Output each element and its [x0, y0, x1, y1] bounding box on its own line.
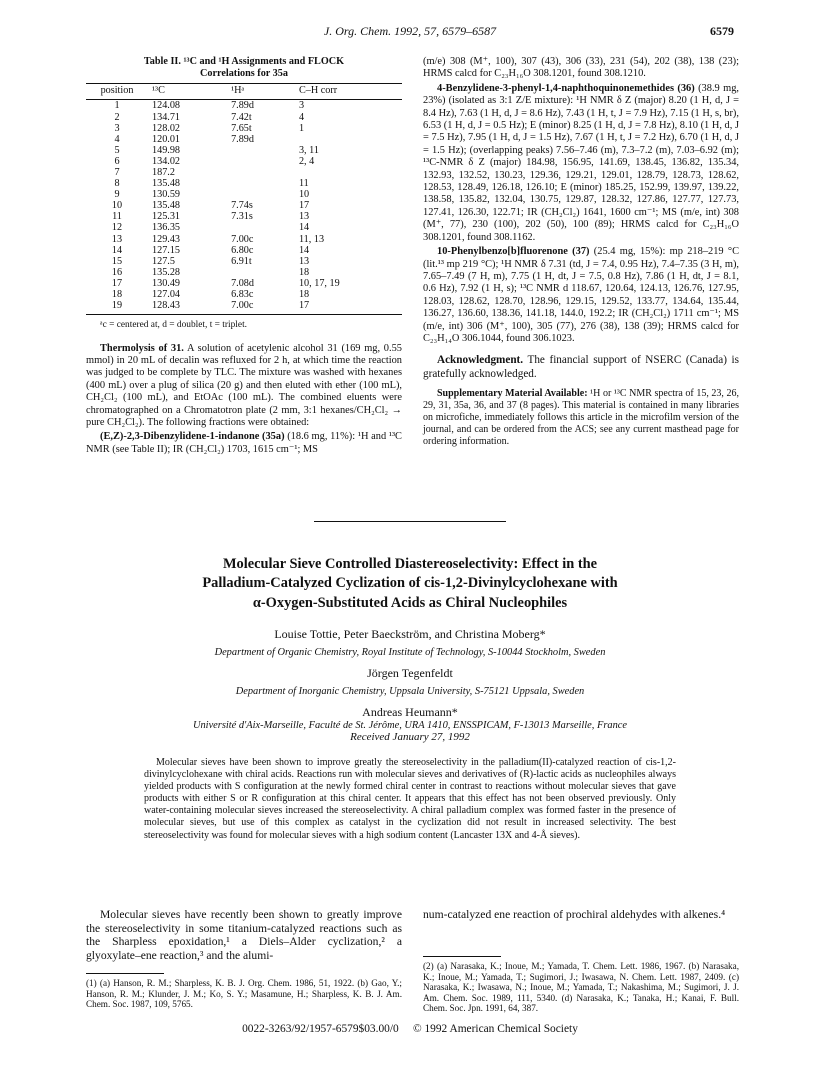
compound-35a-text: (18.6 mg, 11%): ¹H and ¹³C NMR (see Table II); IR (CH₂Cl₂) 1703, 1615 cm⁻¹; MS [86, 431, 402, 455]
abstract: Molecular sieves have been shown to improve greatly the stereoselectivity in the palladium(II)-catalyzed reaction of cis-1,2-divinylcyclohexane with chiral acids. Reactions run with molecular sieves and derivatives of (R)-lactic acids as nucleophiles always yielded products with S configuration at the newly formed chiral center in contrast to reactions without molecular sieves that gave products with either S or R configuration at this chiral center. It appears that this effect has not been observed previously. Only water-containing molecular sieves increased the stereoselectivity. A chiral palladium complex was formed faster in the presence of molecular sieves, but use of this complex as catalyst in the cyclization did not result in increased selectivity. The best stereoselectivity was found for molecular sieves with a high sodium content (Lancaster 13X and 4-Å sieves). [144, 757, 676, 841]
table-row [86, 289, 402, 300]
cell-pos: 3 [114, 122, 120, 134]
cell-c13: 127.5 [152, 255, 175, 267]
footer-copyright: © 1992 American Chemical Society [412, 1023, 578, 1035]
cell-c13: 135.48 [152, 178, 181, 190]
acknowledgment-paragraph [423, 354, 739, 381]
cell-pos: 4 [114, 133, 120, 145]
compound-36-paragraph [423, 83, 739, 244]
running-header [86, 24, 734, 40]
cell-h1: 7.42t [231, 111, 252, 123]
compound-36-text: (38.9 mg, 23%) (isolated as 3:1 Z/E mixture): ¹H NMR δ Z (major) 8.20 (1 H, d, J = 8.4 Hz), 7.63 (1 H, d, J = 8.6 Hz), 7.43 (1 H, t, J = 7.9 Hz), 7.15 (1 H, s, br), 6.53 (1 H, d, J = 0.5 Hz); E (minor) 8.25 (1 H, d, J = 7.8 Hz), 8.10 (1 H, d, J = 7.5 Hz), 7.95 (1 H, d, J = 1.5 Hz), 7.67 (1 H, t, J = 7.2 Hz), 6.70 (1 H, d, J = 1.5 Hz); (overlapping peaks) 7.56–7.46 (m), 7.3–7.2 (m), 7.03–6.92 (m); ¹³C-NMR δ Z (major) 184.98, 156.95, 141.69, 138.45, 136.82, 135.34, 132.93, 132.52, 130.23, 129.36, 129.21, 129.01, 128.79, 128.73, 128.62, 128.53, 128.49, 126.18, 126.10; E (minor) 185.25, 152.99, 139.97, 139.22, 138.58, 135.82, 132.04, 130.75, 129.87, 128.32, 127.86, 127.77, 127.73, 127.41, 126.30, 122.71; IR (CH₂Cl₂) 1641, 1600 cm⁻¹; MS (m/e, int) 308 (M⁺, 77), 230 (100), 202 (50), 100 (89); HRMS calcd for C₂₃H₁₆O 308.1201, found 308.1162. [423, 82, 740, 243]
cell-corr: 2, 4 [298, 155, 315, 167]
compound-36-heading: 4-Benzylidene-3-phenyl-1,4-naphthoquinonemethides (36) [437, 82, 695, 94]
cell-h1: 7.31s [231, 211, 253, 223]
cell-h1 [227, 178, 295, 189]
article-separator-rule [314, 521, 506, 522]
footnote-1: (1) (a) Hanson, R. M.; Sharpless, K. B. J. Org. Chem. 1986, 51, 1922. (b) Gao, Y.; Hanson, R. M.; Klunder, J. M.; Ko, S. Y.; Masamune, H.; Sharpless, K. B. J. Am. Chem. Soc. 1987, 109, 5765. [86, 978, 402, 1010]
footer-code: 0022-3263/92/1957-6579$03.00/0 [242, 1023, 399, 1035]
table-row [86, 156, 402, 167]
cell-c13: 136.35 [152, 222, 181, 234]
supplementary-text: ¹H or ¹³C NMR spectra of 15, 23, 26, 29, 31, 35a, 36, and 37 (8 pages). This material is contained in many libraries on microfiche, immediately follows this article in the microfilm version of the journal, and can be ordered from the ACS; see any current masthead page for ordering information. [423, 388, 739, 448]
cell-h1: 6.83c [231, 289, 254, 300]
cell-pos: 9 [114, 189, 120, 201]
cell-pos: 7 [114, 166, 120, 178]
thermolysis-text: A solution of acetylenic alcohol 31 (169 mg, 0.55 mmol) in 20 mL of decalin was refluxed for 2 h, at which time the reaction was judged to be complete by TLC. The mixture was washed with hexanes (400 mL) over a plug of silica (20 g) and then eluted with ether (100 mL), CH₂Cl₂ (100 mL), and EtOAc (100 mL). The combined eluents were chromatographed on a Chromatotron plate (2 mm, 3:1 hexanes/CH₂Cl₂ → pure CH₂Cl₂). The following fractions were obtained: [86, 342, 402, 429]
table-row [86, 189, 402, 200]
affiliation-1: Department of Organic Chemistry, Royal Institute of Technology, S-10044 Stockholm, Sweden [214, 647, 606, 658]
table-header-row [86, 84, 402, 100]
cell-pos: 6 [114, 155, 120, 167]
cell-pos: 8 [114, 178, 120, 190]
compound-37-text: (25.4 mg, 15%): mp 218–219 °C (lit.¹³ mp 219 °C); ¹H NMR δ 7.31 (td, J = 7.4, 0.95 Hz), 7.4–7.35 (3 H, m), 7.65–7.49 (7 H, m), 7.75 (1 H, dt, J = 7.5, 0.8 Hz), 7.86 (1 H, dt, J = 8.1, 0.6 Hz), 7.92 (1 H, s); ¹³C NMR d 118.67, 120.64, 124.13, 126.76, 127.95, 128.03, 128.62, 128.70, 128.96, 129.15, 129.52, 133.77, 134.64, 135.44, 136.27, 136.60, 138.36, 141.18, 144.0, 192.2; IR (CH₂Cl₂) 1711 cm⁻¹; MS (m/e, int) 306 (M⁺, 100), 305 (77), 276 (38), 138 (39); HRMS calcd for C₂₃H₁₄O 306.1044, found 306.1023. [423, 246, 739, 344]
cell-c13: 128.02 [152, 122, 181, 134]
cell-c13: 134.02 [152, 155, 181, 167]
compound-37-paragraph [423, 246, 739, 345]
cell-pos: 2 [114, 111, 120, 123]
cell-h1: 7.89d [231, 133, 254, 145]
table-row [86, 178, 402, 189]
table-row [86, 245, 402, 256]
authors-group-2: Jörgen Tegenfeldt [367, 666, 453, 680]
cell-corr: 18 [298, 289, 310, 300]
cell-corr [295, 134, 402, 145]
cell-corr: 18 [298, 266, 310, 278]
cell-corr: 11, 13 [298, 233, 325, 245]
cell-corr: 14 [298, 244, 310, 256]
thermolysis-paragraph [86, 343, 402, 430]
intro-left: Molecular sieves have recently been shown to greatly improve the stereoselectivity in some titanium-catalyzed reactions such as the Sharpless epoxidation,¹ a Diels–Alder cyclization,² a glyoxylate–ene reaction,³ and the alumi- [86, 908, 402, 962]
cell-h1 [227, 156, 295, 167]
table-row [86, 234, 402, 245]
cell-corr: 17 [298, 200, 310, 212]
cell-c13: 149.98 [152, 144, 181, 156]
ms-continuation: (m/e) 308 (M⁺, 100), 307 (43), 306 (33), 231 (54), 202 (38), 138 (23); HRMS calcd for C₂₃H₁₆O 308.1201, found 308.1210. [423, 56, 739, 80]
cell-h1: 7.65t [231, 122, 252, 134]
cell-corr: 11 [298, 178, 309, 190]
table-row [86, 134, 402, 145]
cell-corr: 17 [295, 300, 402, 315]
cell-h1: 6.80c [231, 244, 254, 256]
cell-corr: 4 [298, 111, 305, 123]
table-caption-line2: Correlations for 35a [200, 68, 288, 79]
table-caption-line1: Table II. ¹³C and ¹H Assignments and FLOCK [143, 56, 345, 67]
affiliation-2: Department of Inorganic Chemistry, Uppsala University, S-75121 Uppsala, Sweden [235, 686, 585, 697]
table-row [86, 200, 402, 211]
cell-h1: 7.08d [231, 277, 254, 289]
cell-pos: 15 [111, 255, 123, 267]
cell-h1: 7.00c [227, 300, 295, 315]
thermolysis-heading: Thermolysis of 31. [100, 342, 184, 354]
cell-h1 [227, 189, 295, 200]
col-header-ch-corr: C–H corr [295, 84, 402, 100]
cell-c13: 135.48 [152, 200, 181, 212]
supplementary-paragraph [423, 388, 739, 448]
footnote-2: (2) (a) Narasaka, K.; Inoue, M.; Yamada, T. Chem. Lett. 1986, 1967. (b) Narasaka, K.; Inoue, M.; Yamada, T.; Sugimori, J.; Iwasawa, N. Chem. Lett. 1987, 2409. (c) Narasaka, K.; Iwasawa, N.; Inoue, M.; Yamada, T.; Nakashima, M.; Sugimori, J. J. Am. Chem. Soc. 1989, 111, 5340. (d) Narasaka, K.; Tanaka, H.; Kanai, F. Bull. Chem. Soc. Jpn. 1991, 64, 387. [423, 961, 739, 1014]
intro-right: num-catalyzed ene reaction of prochiral aldehydes with alkenes.⁴ [423, 908, 726, 921]
cell-corr: 3 [298, 100, 305, 112]
col-header-position: position [86, 84, 148, 100]
cell-c13: 125.31 [152, 211, 181, 223]
cell-h1: 6.91t [231, 255, 252, 267]
cell-pos: 14 [111, 244, 123, 256]
table-row [86, 167, 402, 178]
cell-c13: 128.43 [148, 300, 227, 315]
footnote-rule-right [423, 956, 501, 957]
cell-h1 [227, 145, 295, 156]
cell-pos: 19 [86, 300, 148, 315]
cell-h1 [227, 167, 295, 178]
authors-group-1: Louise Tottie, Peter Baeckström, and Christina Moberg* [274, 627, 546, 641]
cell-corr: 14 [298, 222, 310, 234]
cell-h1: 7.00c [231, 233, 254, 245]
table-footnote: ᵃc = centered at, d = doublet, t = triplet. [100, 320, 248, 331]
assignment-table [86, 83, 402, 315]
table-row [86, 278, 402, 289]
article-title-line2: Palladium-Catalyzed Cyclization of cis-1,2-Divinylcyclohexane with [202, 575, 618, 592]
cell-c13: 135.28 [152, 266, 181, 278]
affiliation-3: Université d'Aix-Marseille, Faculté de St. Jérôme, URA 1410, ENSSPICAM, F-13013 Marseille, France [192, 720, 627, 731]
authors-group-3: Andreas Heumann* [362, 705, 458, 719]
col-header-1h: ¹Hᵃ [227, 84, 295, 100]
cell-c13: 134.71 [152, 111, 181, 123]
cell-c13: 130.49 [152, 277, 181, 289]
received-date: Received January 27, 1992 [350, 731, 470, 743]
cell-c13: 124.08 [152, 100, 181, 112]
cell-corr: 10 [298, 189, 310, 201]
cell-corr: 13 [298, 211, 310, 223]
cell-pos: 5 [114, 144, 120, 156]
cell-corr: 1 [298, 122, 305, 134]
article-title-line1: Molecular Sieve Controlled Diastereoselectivity: Effect in the [222, 556, 598, 572]
cell-pos: 18 [111, 289, 123, 300]
cell-c13: 127.15 [152, 244, 181, 256]
footnote-rule-left [86, 973, 164, 974]
cell-h1: 7.89d [231, 100, 254, 112]
cell-c13: 187.2 [152, 166, 175, 178]
cell-h1 [227, 267, 295, 278]
cell-pos: 1 [114, 100, 120, 112]
right-column [423, 56, 739, 448]
table-row [86, 123, 402, 134]
cell-corr: 10, 17, 19 [298, 277, 340, 289]
table-row [86, 267, 402, 278]
cell-pos: 10 [111, 200, 123, 212]
cell-pos: 11 [112, 211, 122, 223]
cell-c13: 120.01 [152, 133, 181, 145]
table-row [86, 300, 402, 315]
cell-pos: 12 [111, 222, 123, 234]
table-row [86, 145, 402, 156]
supplementary-heading: Supplementary Material Available: [437, 388, 588, 400]
acknowledgment-text: The financial support of NSERC (Canada) is gratefully acknowledged. [423, 354, 739, 380]
table-row [86, 112, 402, 123]
article-title [90, 555, 730, 613]
table-row [86, 222, 402, 233]
cell-pos: 16 [111, 266, 123, 278]
cell-c13: 130.59 [152, 189, 181, 201]
cell-corr: 3, 11 [298, 144, 319, 156]
cell-pos: 17 [111, 277, 123, 289]
left-column [86, 56, 402, 456]
table-row [86, 100, 402, 112]
journal-citation: J. Org. Chem. 1992, 57, 6579–6587 [323, 24, 497, 38]
cell-corr: 13 [298, 255, 310, 267]
col-header-13c: ¹³C [148, 84, 227, 100]
article-title-line3: α-Oxygen-Substituted Acids as Chiral Nucleophiles [252, 594, 568, 611]
cell-pos: 13 [111, 233, 123, 245]
table-row [86, 211, 402, 222]
page-footer [0, 1023, 820, 1035]
table-row [86, 256, 402, 267]
compound-35a-heading: (E,Z)-2,3-Dibenzylidene-1-indanone (35a) [100, 431, 285, 443]
acknowledgment-heading: Acknowledgment. [437, 354, 524, 367]
cell-c13: 127.04 [152, 289, 181, 300]
page-number: 6579 [710, 24, 734, 38]
table-caption [86, 56, 402, 80]
cell-h1: 7.74s [231, 200, 253, 212]
cell-h1 [227, 222, 295, 233]
cell-c13: 129.43 [152, 233, 181, 245]
compound-37-heading: 10-Phenylbenzo[b]fluorenone (37) [437, 246, 590, 258]
cell-corr [295, 167, 402, 178]
compound-35a-paragraph [86, 431, 402, 456]
